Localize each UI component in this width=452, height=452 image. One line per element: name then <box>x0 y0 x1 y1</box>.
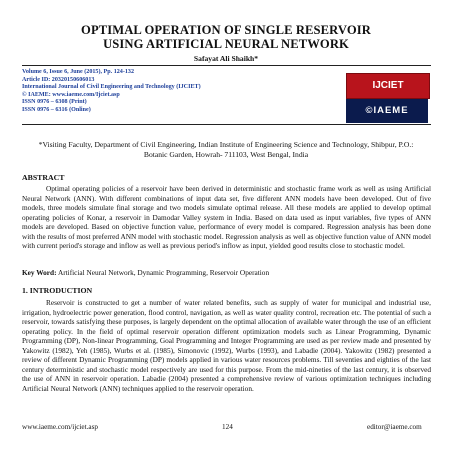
introduction-heading: 1. INTRODUCTION <box>22 286 93 295</box>
abstract-heading: ABSTRACT <box>22 173 65 182</box>
paper-title-line-2: USING ARTIFICIAL NEURAL NETWORK <box>103 37 349 51</box>
introduction-text: Reservoir is constructed to get a number of water related benefits, such as supply of water for municipal and industrial use, irrigation, hydroelectric power generation, flood control, navigation, as well as water quality control, recreation etc. The potential of such a reservoir, towards satisfying these purposes, is largely dependent on the optimal allocation of available water through the use of an efficient operating policy. In the field of optimal reservoir operation different optimization models such as Linear Programming, Dynamic Programming (DP), Non-linear Programming, Goal Programming and Integer Programming are used as per review made and presented by Yakowitz (1982), Yeh (1985), Wurbs et al. (1985), Simonovic (1992), Wurbs (1993), and Labadie (2004). Yakowitz (1982) presented a review of different Dynamic Programming (DP) models applied in various water resources problems. Till seventies and eighties of the last century deterministic and stochastic model respectively are used for this purpose. From the mid-nineties of the last century, it is observed the use of ANN in reservoir operation. Labadie (2004) presented a comprehensive review of various optimization techniques including Artificial Neural Network (ANN) techniques applied to the reservoir operation. <box>22 298 431 393</box>
footer-email-link[interactable]: editor@iaeme.com <box>367 423 422 431</box>
paper-title-line-1: OPTIMAL OPERATION OF SINGLE RESERVOIR <box>81 23 371 37</box>
publisher-link[interactable]: © IAEME: www.iaeme.com/Ijciet.asp <box>22 91 120 98</box>
header-rule-top <box>22 65 431 66</box>
journal-name: International Journal of Civil Engineering and Technology (IJCIET) <box>22 84 201 90</box>
issn-online: ISSN 0976 – 6316 (Online) <box>22 106 91 113</box>
footer-website-link[interactable]: www.iaeme.com/ijciet.asp <box>22 423 98 431</box>
author-affiliation: *Visiting Faculty, Department of Civil Engineering, Indian Institute of Engineering Science and Technology, Shibpur, P.O.: Botanic Garden, Howrah- 711103, West Bengal, India <box>38 140 414 159</box>
article-id: Article ID: 20320150606013 <box>22 76 95 83</box>
author-name: Safayat Ali Shaikh* <box>193 54 259 63</box>
page-number: 124 <box>222 423 233 431</box>
keywords-text: Artificial Neural Network, Dynamic Programming, Reservoir Operation <box>57 268 270 277</box>
keywords-label: Key Word: <box>22 268 57 277</box>
header-rule-bottom <box>22 124 431 125</box>
abstract-text: Optimal operating policies of a reservoir have been derived in deterministic and stochastic frame work as well as using Artificial Neural Network (ANN). With different combinations of input data set, five different ANN models have been developed. Out of five models, three models simulate final storage and two models simulate optimal release. All these models are applied to develop optimal operating policies of Konar, a reservoir in Damodar Valley system in India. Based on data used as input variables, five types of ANN models are developed. Based on objective function value, performance of every model is compared. Regression analysis has been done with the results of most preferred ANN model with stochastic model. Regression analysis as well as objective function value of ANN model with current period's storage and inflow as well as previous period's inflow as input, yielded good results close to stochastic model. <box>22 184 431 250</box>
volume-info: Volume 6, Issue 6, June (2015), Pp. 124-132 <box>22 69 135 75</box>
journal-logo-ijciet: IJCIET <box>346 73 430 99</box>
keywords-line <box>22 268 269 277</box>
issn-print: ISSN 0976 – 6308 (Print) <box>22 99 87 105</box>
publisher-logo-iaeme: ©IAEME <box>346 99 428 123</box>
